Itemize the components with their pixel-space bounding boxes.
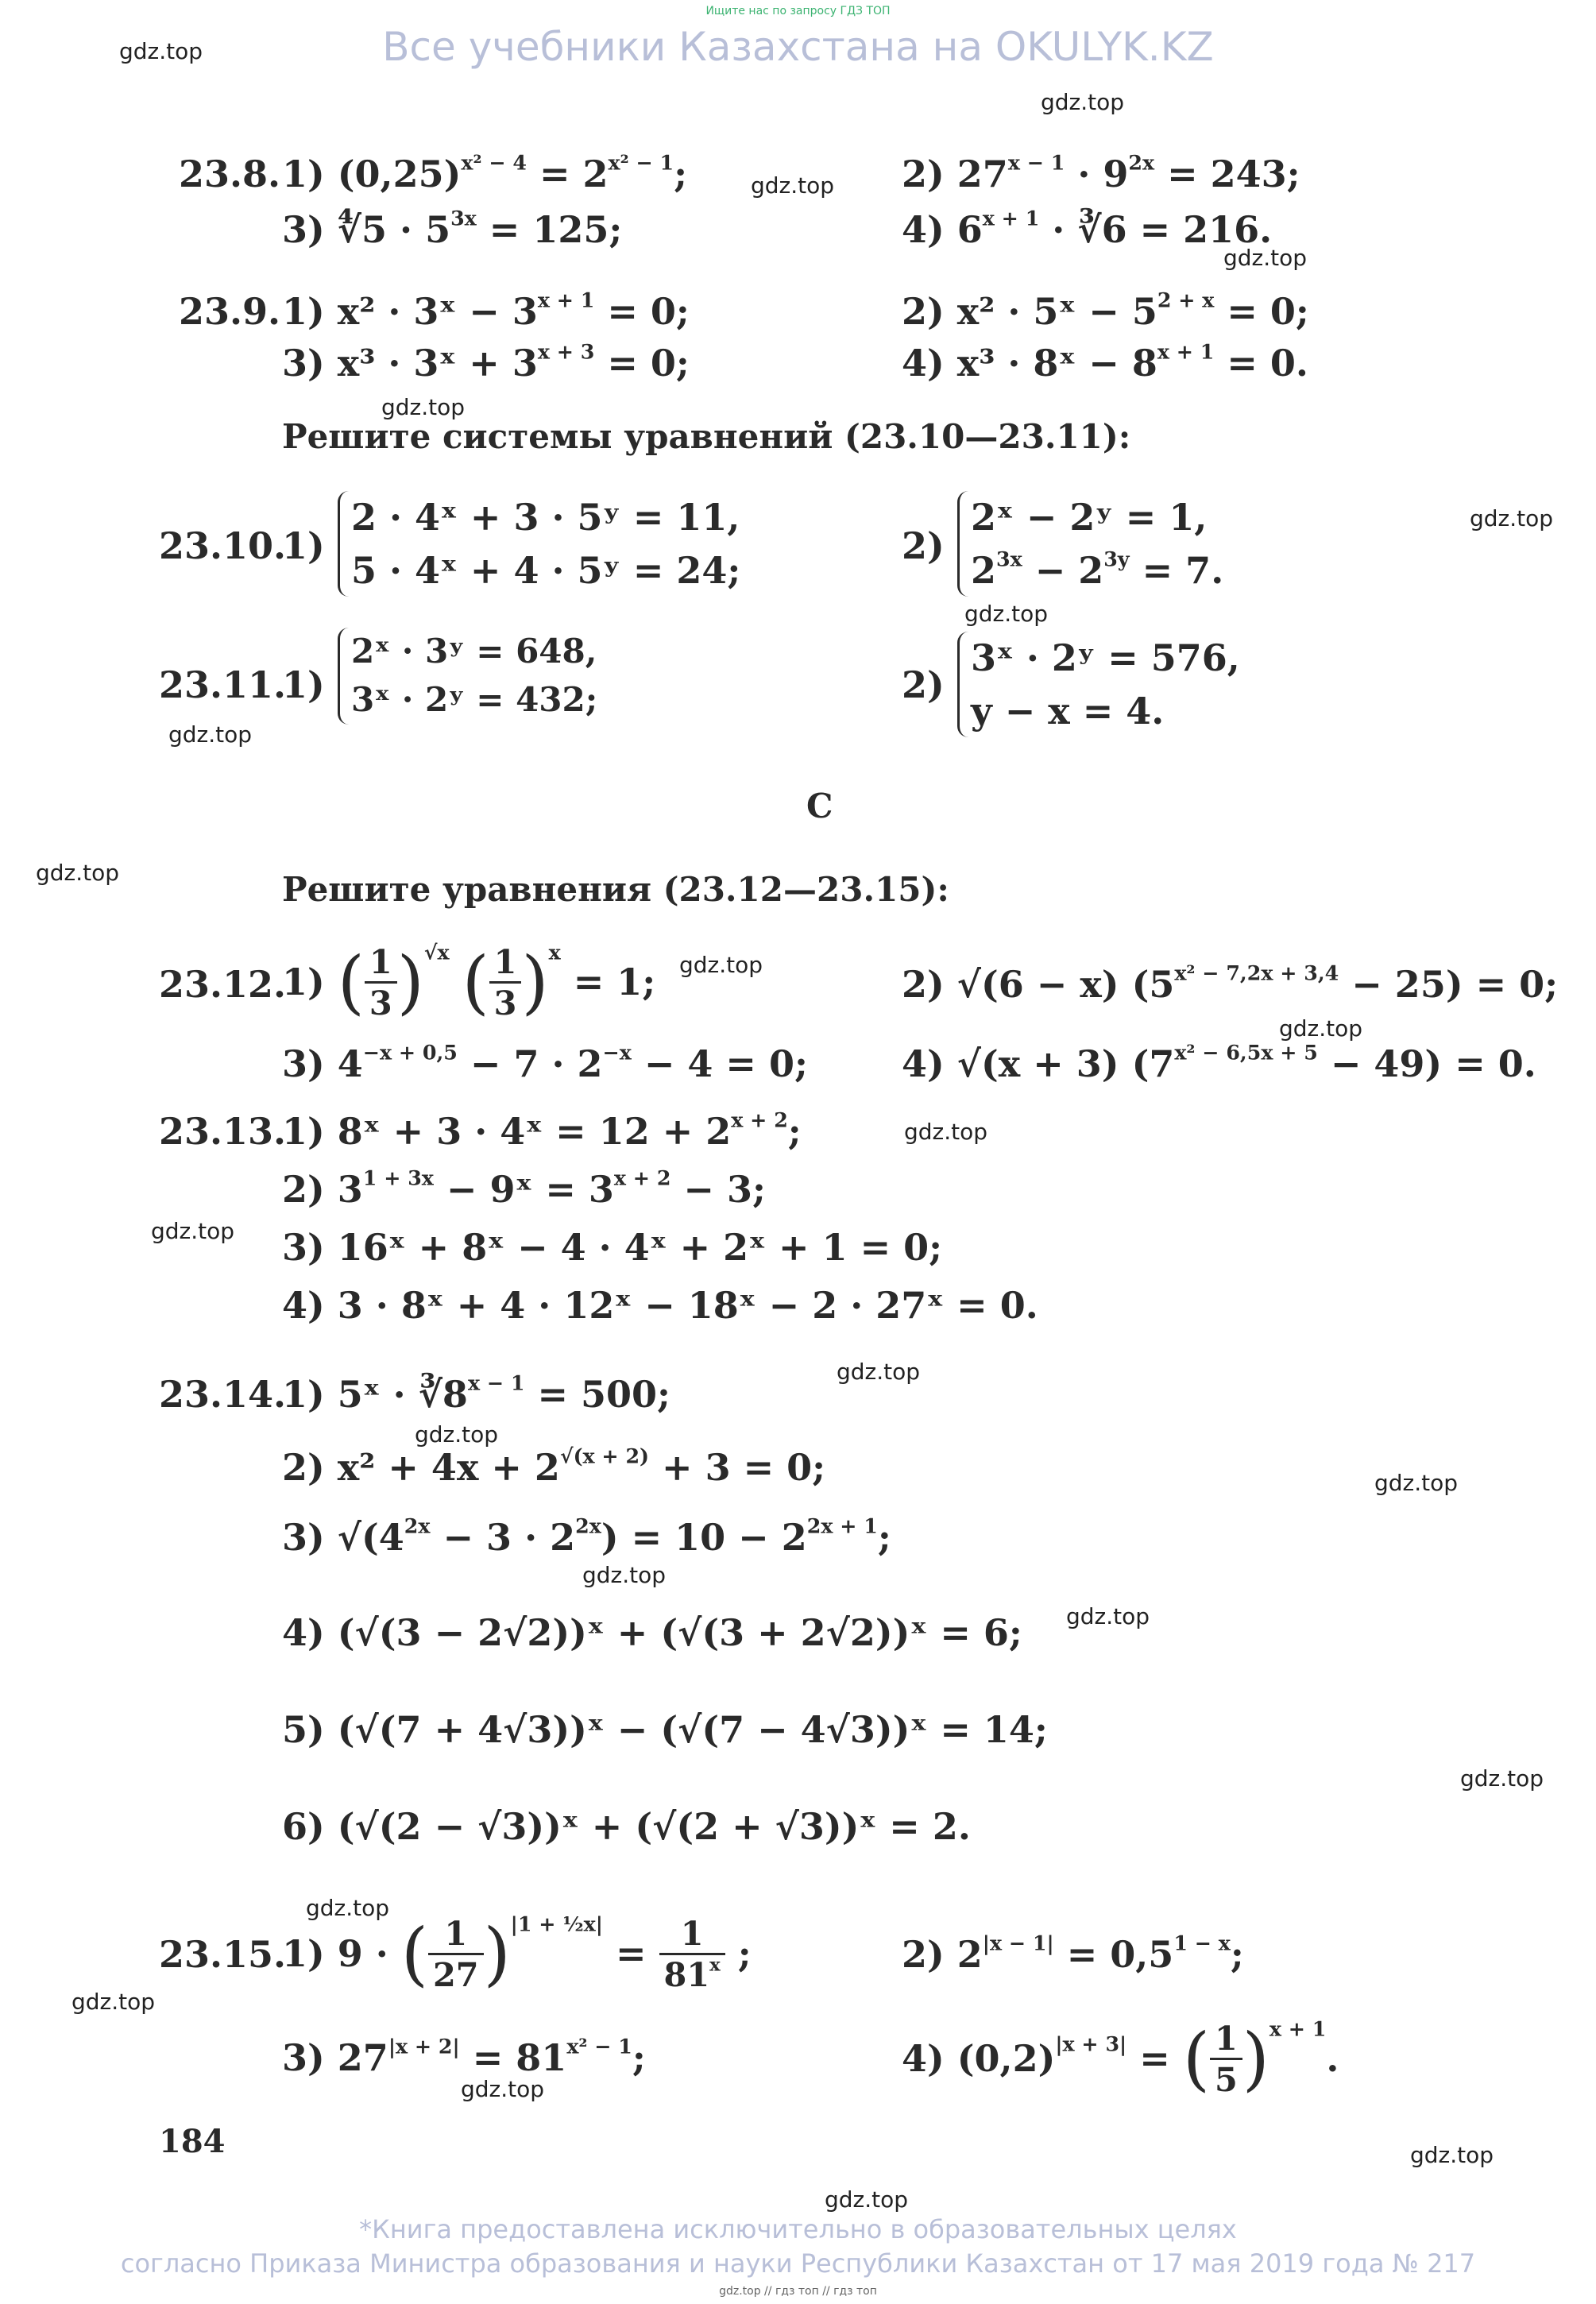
- exercise-23-9-part-1: 1) x² · 3ˣ − $3^{x + 1} = 0$;: [282, 288, 690, 333]
- watermark: gdz.top: [168, 721, 253, 748]
- level-heading: C: [806, 787, 833, 825]
- exercise-23-14-part-3: 3) $√(4^{2x} - 3 \cdot 2^{2x}) = 10 - 2^{2x + 1}$;: [282, 1513, 891, 1559]
- watermark: gdz.top: [1374, 1470, 1459, 1496]
- top-search-hint: Ищите нас по запросу ГДЗ ТОП: [705, 5, 891, 17]
- watermark: gdz.top: [36, 860, 120, 886]
- exercise-23-10-number: 23.10.: [159, 524, 287, 567]
- exercise-23-8-part-1: 1) $(0,25)^{x^2 - 4} = 2^{x^2 - 1}$;: [282, 150, 688, 195]
- exercise-23-8-part-2: 2) $27^{x - 1} \cdot 9^{2x} = 243$;: [902, 150, 1300, 195]
- exercise-23-14-part-2: 2) $x^2 + 4x + 2^{√(x + 2)} + 3 = 0$;: [282, 1444, 826, 1489]
- exercise-23-9-part-4: 4) x³ · 8ˣ − $8^{x + 1} = 0$.: [902, 339, 1308, 385]
- exercise-23-9-part-3: 3) x³ · 3ˣ + $3^{x + 3} = 0$;: [282, 339, 690, 385]
- section-heading-systems: Решите системы уравнений (23.10—23.11):: [282, 417, 1131, 456]
- exercise-23-13-part-3: 3) 16ˣ + 8ˣ − 4 · 4ˣ + 2ˣ + 1 = 0;: [282, 1226, 943, 1269]
- exercise-23-10-label-1: 1): [282, 524, 325, 567]
- exercise-23-12-part-2: 2) √(6 − x) $(5^{x^2 - 7,2x + 3,4} - 25) = 0$;: [902, 961, 1559, 1006]
- exercise-23-14-part-6: 6) (√(2 − √3))ˣ + (√(2 + √3))ˣ = 2.: [282, 1805, 971, 1848]
- watermark: gdz.top: [582, 1562, 667, 1588]
- watermark: gdz.top: [1041, 89, 1125, 115]
- watermark: gdz.top: [1279, 1015, 1363, 1042]
- exercise-23-11-label-1: 1): [282, 663, 325, 706]
- watermark: gdz.top: [1470, 505, 1554, 532]
- watermark: gdz.top: [964, 601, 1049, 627]
- watermark: gdz.top: [825, 2186, 909, 2213]
- watermark: gdz.top: [904, 1119, 988, 1145]
- exercise-23-13-part-1: 1) 8ˣ + 3 · 4ˣ = $12 + 2^{x + 2}$;: [282, 1108, 802, 1153]
- exercise-23-10-label-2: 2): [902, 524, 945, 567]
- exercise-23-13-number: 23.13.: [159, 1110, 287, 1153]
- exercise-23-15-part-2: 2) $2^{|x - 1|} = 0,5^{1 - x}$;: [902, 1931, 1244, 1976]
- exercise-23-8-part-3: 3) ∜5 · $5^{3x} = 125$;: [282, 206, 623, 251]
- watermark: gdz.top: [1066, 1603, 1150, 1629]
- exercise-23-12-part-1: 1) ( $\frac{1}{3}$ )$^{√x}$ ( $\frac{1}{3}$ )$^x$ = 1;: [282, 940, 656, 1022]
- watermark: gdz.top: [415, 1421, 499, 1448]
- watermark: gdz.top: [151, 1218, 235, 1244]
- exercise-23-8-number: 23.8.: [179, 153, 281, 195]
- exercise-23-14-part-1: 1) 5ˣ · $∛8^{x - 1} = 500$;: [282, 1370, 671, 1416]
- exercise-23-9-part-2: 2) x² · 5ˣ − $5^{2 + x} = 0$;: [902, 288, 1309, 333]
- footer-line-1: *Книга предоставлена исключительно в образовательных целях: [359, 2214, 1237, 2244]
- watermark: gdz.top: [1410, 2142, 1494, 2168]
- exercise-23-10-system-1: 2 · 4ˣ + 3 · 5ʸ = 11, 5 · 4ˣ + 4 · 5ʸ = 24;: [338, 491, 740, 597]
- exercise-23-10-system-2: 2ˣ − 2ʸ = 1, $2^{3x} - 2^{3y} = 7$.: [957, 491, 1223, 597]
- exercise-23-12-part-4: 4) √(x + 3) $(7^{x^2 - 6,5x + 5} - 49) = 0$.: [902, 1040, 1536, 1085]
- exercise-23-11-number: 23.11.: [159, 663, 287, 706]
- exercise-23-15-number: 23.15.: [159, 1933, 287, 1976]
- exercise-23-11-system-1: 2ˣ · 3ʸ = 648, 3ˣ · 2ʸ = 432;: [338, 628, 597, 725]
- exercise-23-14-part-4: 4) (√(3 − 2√2))ˣ + (√(3 + 2√2))ˣ = 6;: [282, 1611, 1022, 1654]
- exercise-23-13-part-4: 4) 3 · 8ˣ + 4 · 12ˣ − 18ˣ − 2 · 27ˣ = 0.: [282, 1284, 1038, 1327]
- watermark: gdz.top: [381, 394, 466, 420]
- exercise-23-9-number: 23.9.: [179, 290, 281, 333]
- exercise-23-14-number: 23.14.: [159, 1373, 287, 1416]
- exercise-23-8-part-4: 4) $6^{x + 1}$ · ∛6 = 216.: [902, 206, 1273, 251]
- watermark: gdz.top: [461, 2076, 545, 2102]
- watermark: gdz.top: [837, 1359, 921, 1385]
- footer-line-2: согласно Приказа Министра образования и науки Республики Казахстан от 17 мая 2019 года № 217: [120, 2248, 1476, 2279]
- watermark: gdz.top: [119, 38, 203, 64]
- exercise-23-12-part-3: 3) $4^{-x + 0,5} - 7 \cdot 2^{-x} - 4 = 0$;: [282, 1040, 808, 1085]
- exercise-23-15-part-4: 4) $(0,2)^{|x + 3|}$ = ( $\frac{1}{5}$ )$^{x + 1}$.: [902, 2016, 1339, 2099]
- exercise-23-11-label-2: 2): [902, 663, 945, 706]
- exercise-23-14-part-5: 5) (√(7 + 4√3))ˣ − (√(7 − 4√3))ˣ = 14;: [282, 1708, 1048, 1751]
- footer-bottom-links[interactable]: gdz.top // гдз топ // гдз топ: [719, 2285, 877, 2298]
- watermark: gdz.top: [1223, 245, 1308, 271]
- section-heading-equations: Решите уравнения (23.12—23.15):: [282, 870, 949, 909]
- page-number: 184: [159, 2123, 226, 2160]
- watermark: gdz.top: [751, 172, 835, 199]
- watermark: gdz.top: [679, 952, 763, 978]
- watermark: gdz.top: [306, 1895, 390, 1921]
- exercise-23-15-part-3: 3) $27^{|x + 2|} = 81^{x^2 - 1}$;: [282, 2034, 646, 2079]
- exercise-23-12-number: 23.12.: [159, 963, 287, 1006]
- exercise-23-15-part-1: 1) 9 · ( $\frac{1}{27}$ )$^{|1 + \frac{1}{2}x|}$ = $\frac{1}{81^x}$ ;: [282, 1912, 752, 1994]
- exercise-23-11-system-2: 3ˣ · 2ʸ = 576, y − x = 4.: [957, 632, 1240, 737]
- exercise-23-13-part-2: 2) $3^{1 + 3x}$ − 9ˣ = $3^{x + 2} - 3$;: [282, 1166, 766, 1211]
- watermark: gdz.top: [71, 1989, 156, 2015]
- site-title[interactable]: Все учебники Казахстана на OKULYK.KZ: [382, 24, 1214, 70]
- watermark: gdz.top: [1460, 1765, 1544, 1792]
